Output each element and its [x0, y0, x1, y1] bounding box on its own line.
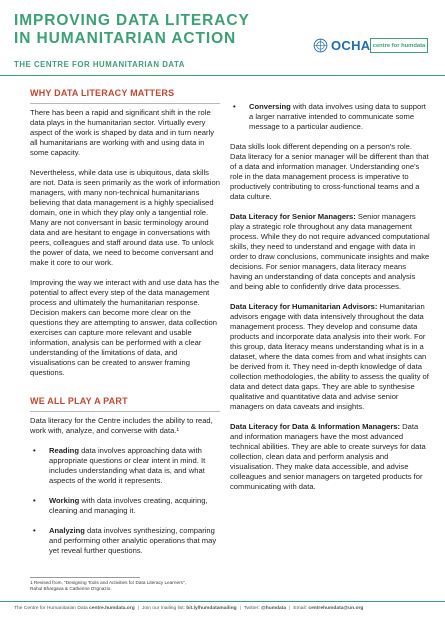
footnote-line: 1 Revised from, "Designing Tools and Activities for Data Literacy Learners",: [30, 580, 186, 585]
footer-divider: [0, 601, 445, 602]
left-column: [30, 88, 220, 566]
bullet-icon: •: [233, 102, 236, 111]
role-text: Data and information managers have the most advanced technical abilities. They are able to create surveys for data collection, clean data and perform analysis and visualisation. They make data accessible, and advise colleagues and senior managers on targeted products for communicating with data.: [230, 422, 426, 491]
page-subtitle: THE CENTRE FOR HUMANITARIAN DATA: [14, 60, 185, 69]
section-divider: [30, 411, 220, 412]
bullet-term: Working: [49, 496, 80, 505]
role-label: Data Literacy for Senior Managers:: [230, 212, 356, 221]
right-column: [230, 102, 430, 502]
paragraph: There has been a rapid and significant shift in the role data plays in the humanitarian sector. Virtually every aspect of the work is shaped by data and in turn nearly all humanitarians are working with and using data in some capacity.: [30, 108, 215, 157]
ocha-wordmark: OCHA: [331, 38, 371, 53]
role-text: Humanitarian advisors engage with data intensively throughout the data management process. They develop and consume data products and incorporate data analysis into their work. For this group, data literacy means understanding what is in a dataset, where the data comes from and what insights can be derived from it. They need in-depth knowledge of data collection methodologies, the ability to assess the quality of data and detect data gaps. They are able to synthesise qualitative and quantitative data and advise senior managers on data caveats and insights.: [230, 302, 429, 411]
footer-site-link[interactable]: centre.humdata.org: [89, 606, 135, 611]
bullet-text: with data involves creating, acquiring, cleaning and managing it.: [49, 496, 208, 515]
bullet-term: Conversing: [249, 102, 291, 111]
page-title: [14, 12, 250, 48]
centre-humdata-logo: centre for humdata: [370, 38, 428, 53]
bullet-text: with data involves using data to support a larger narrative intended to communicate some message to a particular audience.: [249, 102, 426, 131]
footer-separator: |: [137, 606, 139, 611]
ocha-logo: [313, 38, 370, 53]
paragraph: Improving the way we interact with and use data has the potential to affect every step of the data management process and ultimately the humanitarian response. Decision makers can become more clear on the questions they are attempting to answer, data collection exercises can capture more relevant and usable information, analysis can be performed with a clear understanding of the limitations of data, and visualisations can be created to answer framing questions.: [30, 278, 220, 377]
footer-separator: |: [289, 606, 291, 611]
list-item: [30, 446, 220, 486]
footnote-divider: [30, 577, 140, 578]
footer-mailing-label: Join our mailing list:: [141, 606, 187, 611]
footnote: [30, 580, 260, 592]
footer-separator: |: [239, 606, 241, 611]
footer-twitter-link[interactable]: @humdata: [260, 606, 287, 611]
bullet-term: Analyzing: [49, 526, 85, 535]
paragraph: Nevertheless, while data use is ubiquitous, data skills are not. Data is seen primarily as the work of information managers, with many non-technical humanitarians believing that data management is a highly specialised domain, one in which they play only a tangential role. Many are not conversant in basic terminology around data and are hesitant to engage in conversations with peers, colleagues and staff around data use. To unlock the power of data, we need to become conversant and make it core to our work.: [30, 168, 220, 267]
paragraph-information-managers: [230, 422, 430, 492]
list-item: [30, 526, 220, 556]
footer-org: The Centre for Humanitarian Data: [14, 606, 90, 611]
role-text: Senior managers play a strategic role throughout any data management process. While they do not require advanced computational skills, they need to understand and engage with data in order to draw conclusions, communicate insights and make decisions. For senior managers, data literacy means having an understanding of data concepts and analysis and being able to confidently drive data processes.: [230, 212, 430, 291]
section-divider: [30, 103, 220, 104]
list-item: [230, 102, 430, 132]
bullet-term: Reading: [49, 446, 79, 455]
list-item: [30, 496, 220, 516]
title-line-1: IMPROVING DATA LITERACY: [14, 12, 250, 29]
section-heading-all: WE ALL PLAY A PART: [30, 396, 128, 406]
header-divider: [0, 75, 445, 76]
bullet-text: data involves synthesizing, comparing and performing other analytic operations that may yet reveal further questions.: [49, 526, 217, 555]
role-label: Data Literacy for Humanitarian Advisors:: [230, 302, 378, 311]
title-line-2: IN HUMANITARIAN ACTION: [14, 30, 237, 47]
role-label: Data Literacy for Data & Information Managers:: [230, 422, 401, 431]
footer-mailing-link[interactable]: bit.ly/humdatamailing: [186, 606, 237, 611]
bullet-list: [230, 102, 430, 132]
bullet-text: data involves approaching data with appropriate questions or clear intent in mind. It includes understanding what data is, and what aspects of the world it represents.: [49, 446, 206, 485]
paragraph: Data literacy for the Centre includes the ability to read, work with, analyze, and converse with data.¹: [30, 416, 213, 435]
paragraph-humanitarian-advisors: [230, 302, 430, 412]
page-header: [0, 0, 445, 80]
footer-email-link[interactable]: centrehumdata@un.org: [308, 606, 364, 611]
footer-email-label: Email:: [293, 606, 309, 611]
bullet-icon: •: [33, 526, 36, 535]
footer-twitter-label: Twitter:: [243, 606, 261, 611]
bullet-icon: •: [33, 496, 36, 505]
bullet-list: [30, 446, 220, 556]
footnote-line: Rahul Bhargava & Catherine D'Ignazio.: [30, 586, 112, 591]
section-heading-why: WHY DATA LITERACY MATTERS: [30, 88, 175, 98]
paragraph-senior-managers: [230, 212, 430, 292]
page-footer: [14, 606, 439, 611]
un-emblem-icon: [313, 38, 328, 53]
bullet-icon: •: [33, 446, 36, 455]
paragraph: Data skills look different depending on a person's role. Data literacy for a senior manager will be different than that of a data and information manager. Understanding one's role in the data management process is imperative to productively contributing to cross-functional teams and a data culture.: [230, 142, 429, 201]
